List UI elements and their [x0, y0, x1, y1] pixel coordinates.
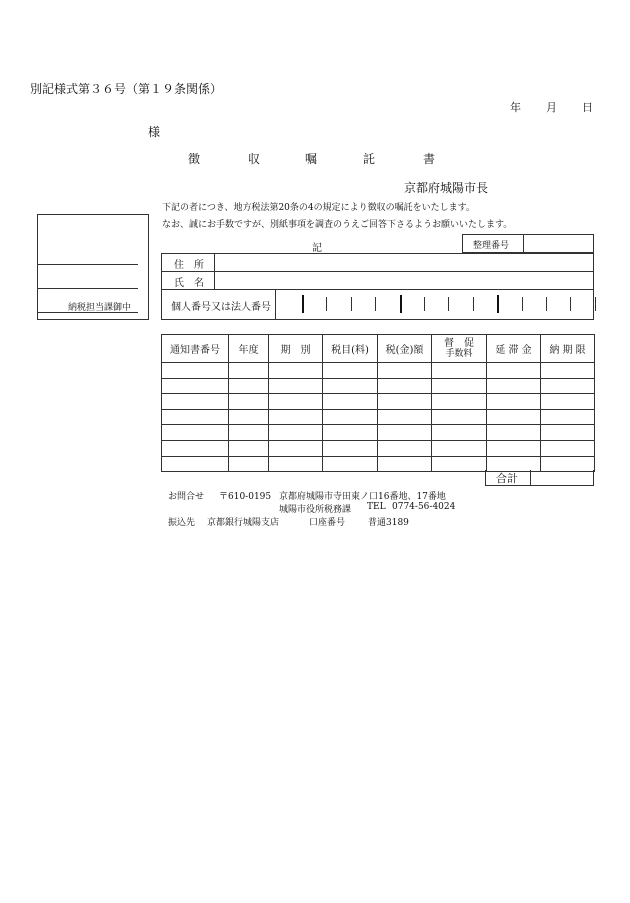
- digit-separator: [546, 297, 547, 311]
- name-label: 氏 名: [174, 278, 204, 289]
- title-char-1: 徴: [188, 152, 201, 166]
- digit-separator: [351, 297, 352, 311]
- table-row: [162, 440, 595, 456]
- table-cell: [487, 440, 541, 456]
- table-cell: [323, 456, 378, 472]
- table-cell: [269, 363, 323, 379]
- intro-line-1: 下記の者につき、地方税法第20条の4の規定により徴収の嘱託をいたします。: [162, 203, 475, 213]
- table-cell: [229, 394, 269, 410]
- table-cell: [269, 440, 323, 456]
- table-cell: [541, 394, 595, 410]
- table-cell: [323, 425, 378, 441]
- transfer-bank: 京都銀行城陽支店: [207, 518, 280, 528]
- table-cell: [487, 378, 541, 394]
- taxpayer-box: [161, 253, 594, 320]
- seiri-box: [462, 234, 594, 253]
- digit-separator: [448, 297, 449, 311]
- seiri-label: 整理番号: [473, 241, 510, 251]
- receiver-box: [37, 214, 149, 320]
- contact-tel-label: TEL: [367, 502, 386, 512]
- table-cell: [269, 456, 323, 472]
- col-due-date: 納 期 限: [541, 335, 595, 363]
- table-row: [162, 409, 595, 425]
- table-cell: [323, 409, 378, 425]
- table-cell: [162, 425, 229, 441]
- col-demand-fee-sub: 手数料: [445, 348, 473, 359]
- table-cell: [541, 425, 595, 441]
- table-cell: [162, 409, 229, 425]
- table-cell: [162, 378, 229, 394]
- table-cell: [378, 363, 432, 379]
- digit-separator: [424, 297, 425, 311]
- table-cell: [432, 409, 487, 425]
- table-cell: [432, 363, 487, 379]
- table-cell: [269, 409, 323, 425]
- table-cell: [378, 425, 432, 441]
- contact-address: 京都府城陽市寺田東ノ口16番地、17番地: [279, 492, 446, 502]
- table-cell: [162, 363, 229, 379]
- col-tax-amount: 税(金)額: [378, 335, 432, 363]
- table-cell: [269, 425, 323, 441]
- digit-separator: [302, 295, 304, 313]
- table-cell: [432, 456, 487, 472]
- issuer: 京都府城陽市長: [404, 181, 489, 195]
- table-cell: [229, 378, 269, 394]
- title-char-4: 託: [363, 152, 376, 166]
- date-month-label: 月: [546, 101, 557, 114]
- address-label: 住 所: [174, 260, 204, 271]
- digit-separator: [326, 297, 327, 311]
- table-cell: [229, 456, 269, 472]
- table-cell: [541, 440, 595, 456]
- ki-label: 記: [312, 243, 322, 254]
- table-cell: [487, 409, 541, 425]
- digit-separator: [497, 295, 499, 313]
- tax-table: [161, 334, 595, 472]
- table-cell: [162, 394, 229, 410]
- col-period: 期 別: [269, 335, 323, 363]
- table-cell: [229, 425, 269, 441]
- table-cell: [432, 440, 487, 456]
- date-day-label: 日: [582, 101, 593, 114]
- total-label: 合計: [496, 472, 518, 485]
- table-cell: [378, 440, 432, 456]
- table-cell: [487, 363, 541, 379]
- digit-separator: [375, 297, 376, 311]
- number-label: 個人番号又は法人番号: [171, 302, 271, 313]
- transfer-account: 普通3189: [368, 518, 409, 528]
- table-row: [162, 363, 595, 379]
- table-row: [162, 394, 595, 410]
- digit-separator: [473, 297, 474, 311]
- table-cell: [432, 378, 487, 394]
- form-header: 別記様式第３６号（第１９条関係）: [30, 82, 223, 96]
- contact-dept: 城陽市役所税務課: [279, 505, 352, 515]
- table-cell: [487, 425, 541, 441]
- col-demand-fee-top: 督 促: [444, 337, 474, 349]
- table-cell: [323, 394, 378, 410]
- addressee-suffix: 様: [148, 125, 161, 139]
- table-cell: [162, 456, 229, 472]
- title-char-2: 収: [248, 152, 261, 166]
- digit-separator: [522, 297, 523, 311]
- table-cell: [269, 394, 323, 410]
- digit-separator: [595, 297, 596, 311]
- table-cell: [323, 440, 378, 456]
- table-cell: [541, 363, 595, 379]
- table-cell: [378, 456, 432, 472]
- digit-separator: [570, 297, 571, 311]
- table-cell: [541, 409, 595, 425]
- table-cell: [229, 440, 269, 456]
- col-fiscal-year: 年度: [229, 335, 269, 363]
- col-late-fee: 延 滞 金: [487, 335, 541, 363]
- table-cell: [323, 363, 378, 379]
- receiver-label: 納税担当課御中: [68, 303, 132, 313]
- table-cell: [323, 378, 378, 394]
- col-tax-item: 税目(料): [323, 335, 378, 363]
- contact-label: お問合せ: [168, 492, 205, 502]
- table-cell: [432, 394, 487, 410]
- table-cell: [487, 394, 541, 410]
- table-cell: [162, 440, 229, 456]
- title-char-5: 書: [423, 152, 436, 166]
- contact-tel: 0774-56-4024: [392, 502, 456, 512]
- table-cell: [378, 394, 432, 410]
- table-row: [162, 378, 595, 394]
- intro-line-2: なお、誠にお手数ですが、別紙事項を調査のうえご回答下さるようお願いいたします。: [162, 220, 513, 230]
- date-year-label: 年: [510, 101, 521, 114]
- transfer-label: 振込先: [168, 518, 196, 528]
- table-cell: [541, 378, 595, 394]
- table-cell: [229, 363, 269, 379]
- table-row: [162, 425, 595, 441]
- digit-separator: [400, 295, 402, 313]
- table-cell: [432, 425, 487, 441]
- table-cell: [269, 378, 323, 394]
- table-cell: [229, 409, 269, 425]
- contact-postal: 〒610-0195: [219, 492, 272, 502]
- col-demand-fee: [432, 335, 487, 363]
- transfer-account-label: 口座番号: [309, 518, 346, 528]
- total-box: [485, 470, 594, 486]
- table-cell: [378, 378, 432, 394]
- col-notice-number: 通知書番号: [162, 335, 229, 363]
- title-char-3: 嘱: [305, 152, 318, 166]
- table-cell: [378, 409, 432, 425]
